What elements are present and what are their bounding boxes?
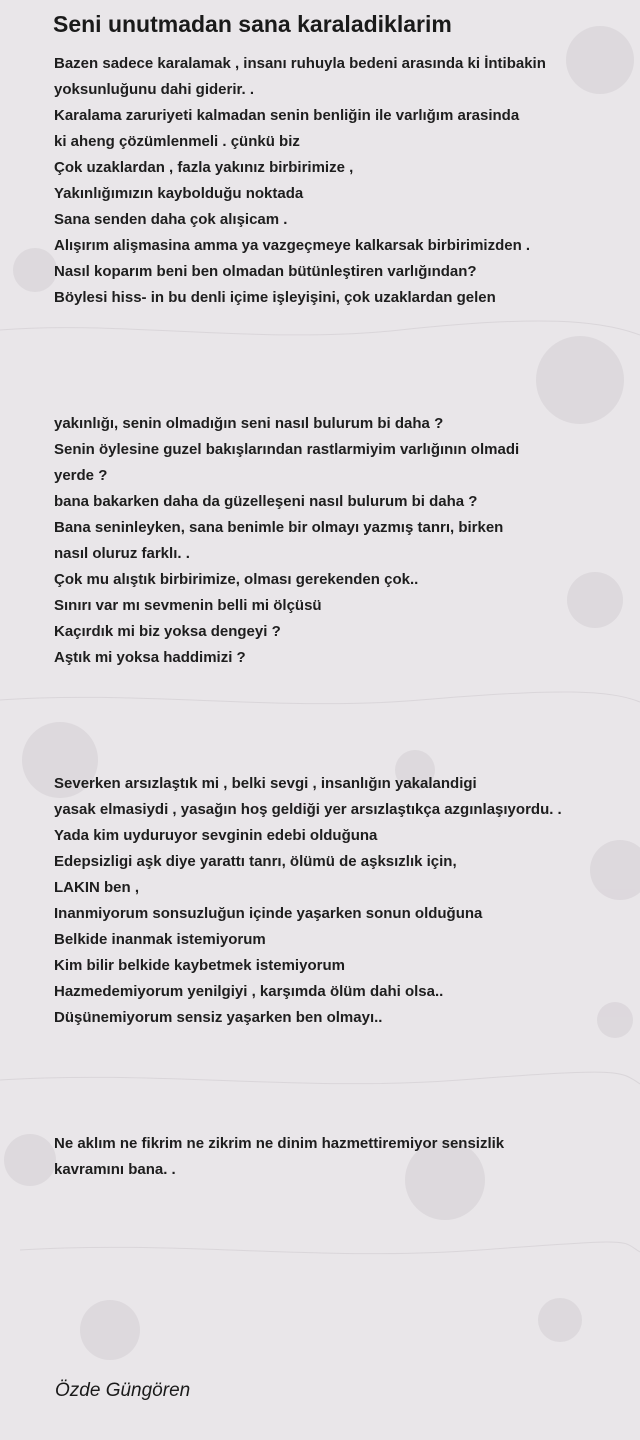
poem-line: Böylesi hiss- in bu denli içime işleyişini, çok uzaklardan gelen bbox=[54, 289, 496, 306]
stanza-4 bbox=[54, 1131, 634, 1183]
poem-title: Seni unutmadan sana karaladiklarim bbox=[53, 11, 452, 37]
stanza-1 bbox=[54, 51, 634, 311]
poem-line: yerde ? bbox=[54, 467, 108, 484]
poem-line: Yada kim uyduruyor sevginin edebi olduğuna bbox=[54, 827, 378, 844]
poem-line: LAKIN ben , bbox=[54, 879, 139, 896]
poem-line: Sınırı var mı sevmenin belli mi ölçüsü bbox=[54, 597, 322, 614]
poem-line: Alışırım alişmasina amma ya vazgeçmeye kalkarsak birbirimizden . bbox=[54, 237, 531, 254]
poem-line: Edepsizligi aşk diye yarattı tanrı, ölümü de aşksızlık için, bbox=[54, 853, 457, 870]
poem-line: Belkide inanmak istemiyorum bbox=[54, 931, 266, 948]
poem-line: Senin öylesine guzel bakışlarından rastlarmiyim varlığının olmadi bbox=[54, 441, 520, 458]
poem-line: Kaçırdık mi biz yoksa dengeyi ? bbox=[54, 623, 281, 640]
poem-line: Karalama zaruriyeti kalmadan senin benliğin ile varlığım arasinda bbox=[54, 107, 520, 124]
poem-line: Inanmiyorum sonsuzluğun içinde yaşarken sonun olduğuna bbox=[54, 905, 483, 922]
poem-line: Bazen sadece karalamak , insanı ruhuyla bedeni arasında ki İntibakin bbox=[54, 55, 546, 72]
author-name: Özde Güngören bbox=[55, 1380, 191, 1401]
poem-line: nasıl oluruz farklı. . bbox=[54, 545, 190, 562]
poem-line: kavramını bana. . bbox=[54, 1161, 176, 1178]
poem-line: Ne aklım ne fikrim ne zikrim ne dinim hazmettiremiyor sensizlik bbox=[54, 1135, 505, 1152]
poem-line: bana bakarken daha da güzelleşeni nasıl bulurum bi daha ? bbox=[54, 493, 478, 510]
poem-line: Düşünemiyorum sensiz yaşarken ben olmayı.. bbox=[54, 1009, 383, 1026]
poem-line: Bana seninleyken, sana benimle bir olmayı yazmış tanrı, birken bbox=[54, 519, 504, 536]
poem-line: yoksunluğunu dahi giderir. . bbox=[54, 81, 255, 98]
poem-line: Kim bilir belkide kaybetmek istemiyorum bbox=[54, 957, 345, 974]
poem-line: Çok uzaklardan , fazla yakınız birbirimize , bbox=[54, 159, 354, 176]
poem-line: Çok mu alıştık birbirimize, olması gerekenden çok.. bbox=[54, 571, 419, 588]
poem-line: yakınlığı, senin olmadığın seni nasıl bulurum bi daha ? bbox=[54, 415, 444, 432]
stanza-2 bbox=[54, 411, 634, 671]
poem-line: Aştık mi yoksa haddimizi ? bbox=[54, 649, 246, 666]
poem-line: Nasıl koparım beni ben olmadan bütünleştiren varlığından? bbox=[54, 263, 477, 280]
poem-line: Sana senden daha çok alışicam . bbox=[54, 211, 288, 228]
poem-line: Severken arsızlaştık mi , belki sevgi , insanlığın yakalandigi bbox=[54, 775, 477, 792]
poem-line: Hazmedemiyorum yenilgiyi , karşımda ölüm dahi olsa.. bbox=[54, 983, 444, 1000]
poem-line: ki aheng çözümlenmeli . çünkü biz bbox=[54, 133, 300, 150]
poem-line: Yakınlığımızın kaybolduğu noktada bbox=[54, 185, 304, 202]
poem-line: yasak elmasiydi , yasağın hoş geldiği yer arsızlaştıkça azgınlaşıyordu. . bbox=[54, 801, 562, 818]
stanza-3 bbox=[54, 771, 634, 1031]
